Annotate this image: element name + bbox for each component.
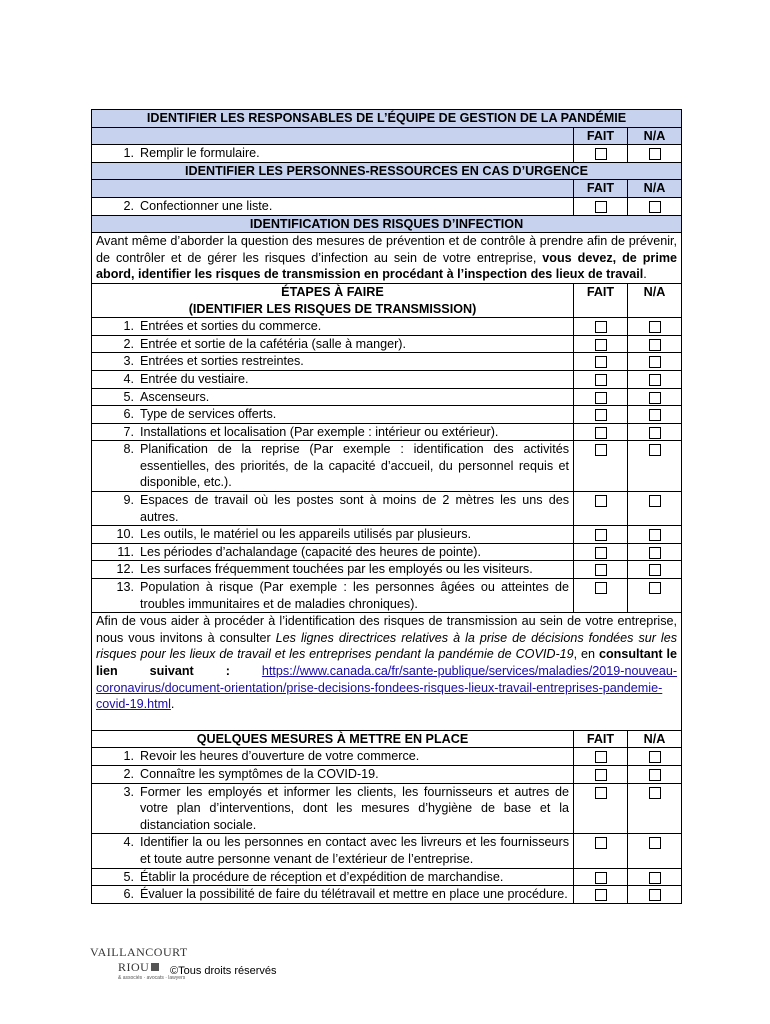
fait-checkbox[interactable] [595, 529, 607, 541]
fait-checkbox[interactable] [595, 769, 607, 781]
na-checkbox[interactable] [649, 872, 661, 884]
steps-subtitle: (IDENTIFIER LES RISQUES DE TRANSMISSION) [188, 301, 477, 316]
na-checkbox[interactable] [649, 547, 661, 559]
item-number: 2. [123, 198, 134, 213]
item-number: 4. [123, 371, 134, 386]
na-checkbox[interactable] [649, 339, 661, 351]
na-checkbox[interactable] [649, 356, 661, 368]
fait-checkbox[interactable] [595, 444, 607, 456]
item-text: Les outils, le matériel ou les appareils utilisés par plusieurs. [140, 527, 472, 542]
fait-checkbox[interactable] [595, 427, 607, 439]
na-checkbox[interactable] [649, 751, 661, 763]
checklist-item-row [92, 335, 682, 353]
logo-mark-icon [151, 963, 159, 971]
item-number: 1. [123, 749, 134, 764]
section-2-item-row [92, 197, 682, 215]
na-checkbox[interactable] [649, 409, 661, 421]
na-checkbox[interactable] [649, 374, 661, 386]
fait-checkbox[interactable] [595, 582, 607, 594]
section-2-title: IDENTIFIER LES PERSONNES-RESSOURCES EN CAS D’URGENCE [92, 162, 682, 180]
checklist-item-row [92, 868, 682, 886]
checklist-item-row [92, 561, 682, 579]
na-column-header: N/A [628, 283, 682, 317]
na-checkbox[interactable] [649, 769, 661, 781]
checklist-item-row [92, 543, 682, 561]
section-4-header [92, 730, 682, 748]
item-text: Espaces de travail où les postes sont à moins de 2 mètres les uns des autres. [140, 493, 569, 524]
checklist-item-row [92, 579, 682, 613]
item-text: Remplir le formulaire. [140, 146, 260, 161]
item-number: 9. [123, 493, 134, 508]
fait-column-header: FAIT [574, 283, 628, 317]
item-number: 2. [123, 336, 134, 351]
fait-checkbox[interactable] [595, 201, 607, 213]
na-checkbox[interactable] [649, 787, 661, 799]
fait-column-header: FAIT [574, 127, 628, 145]
na-checkbox[interactable] [649, 427, 661, 439]
checklist-document [91, 109, 681, 904]
item-text: Les surfaces fréquemment touchées par les employés ou les visiteurs. [140, 562, 533, 577]
fait-checkbox[interactable] [595, 751, 607, 763]
checklist-item-row [92, 353, 682, 371]
item-text: Établir la procédure de réception et d’expédition de marchandise. [140, 869, 504, 884]
checklist-item-row [92, 370, 682, 388]
item-number: 13. [116, 580, 134, 595]
section-3-intro: Avant même d’aborder la question des mesures de prévention et de contrôle à prendre afin de prévenir, de contrôler et de gérer les risques d’infection au sein de votre entreprise, vous devez, de prime abord, identifier les risques de transmission en procédant à l’inspection des lieux de travail. [92, 233, 682, 284]
item-number: 1. [123, 319, 134, 334]
na-checkbox[interactable] [649, 529, 661, 541]
item-text: Ascenseurs. [140, 389, 210, 404]
item-text: Évaluer la possibilité de faire du télétravail et mettre en place une procédure. [140, 887, 568, 902]
footer [90, 945, 277, 981]
section-1-item-row [92, 145, 682, 163]
section-3-intro-row [92, 233, 682, 284]
na-checkbox[interactable] [649, 148, 661, 160]
item-number: 10. [116, 527, 134, 542]
na-column-header: N/A [628, 180, 682, 198]
na-checkbox[interactable] [649, 392, 661, 404]
checklist-item-row [92, 423, 682, 441]
fait-checkbox[interactable] [595, 495, 607, 507]
item-text: Planification de la reprise (Par exemple : identification des activités essentielles, des priorités, de la capacité d’accueil, du personnel requis et disponible, etc.). [140, 442, 569, 490]
fait-checkbox[interactable] [595, 564, 607, 576]
na-column-header: N/A [628, 730, 682, 748]
fait-checkbox[interactable] [595, 872, 607, 884]
steps-title: ÉTAPES À FAIRE [281, 284, 384, 299]
section-4-title: QUELQUES MESURES À METTRE EN PLACE [92, 730, 574, 748]
checklist-item-row [92, 748, 682, 766]
item-text: Former les employés et informer les clients, les fournisseurs et autres de votre plan d’interventions, dont les mesures d’hygiène de base et la distanciation sociale. [140, 784, 569, 832]
checklist-item-row [92, 406, 682, 424]
item-text: Type de services offerts. [140, 407, 277, 422]
na-checkbox[interactable] [649, 837, 661, 849]
item-text: Confectionner une liste. [140, 198, 273, 213]
item-text: Connaître les symptômes de la COVID-19. [140, 766, 379, 781]
section-3-outro-row [92, 613, 682, 731]
item-number: 1. [123, 146, 134, 161]
na-checkbox[interactable] [649, 495, 661, 507]
fait-checkbox[interactable] [595, 356, 607, 368]
na-column-header: N/A [628, 127, 682, 145]
fait-checkbox[interactable] [595, 409, 607, 421]
item-number: 2. [123, 766, 134, 781]
fait-checkbox[interactable] [595, 148, 607, 160]
checklist-item-row [92, 441, 682, 492]
fait-checkbox[interactable] [595, 392, 607, 404]
fait-checkbox[interactable] [595, 321, 607, 333]
item-number: 5. [123, 869, 134, 884]
item-text: Identifier la ou les personnes en contact avec les livreurs et les fournisseurs et toute autre personne venant de l’extérieur de l’entreprise. [140, 835, 569, 866]
section-3-title: IDENTIFICATION DES RISQUES D’INFECTION [92, 215, 682, 233]
item-number: 8. [123, 442, 134, 457]
checklist-item-row [92, 765, 682, 783]
fait-column-header: FAIT [574, 730, 628, 748]
fait-checkbox[interactable] [595, 787, 607, 799]
item-text: Installations et localisation (Par exemple : intérieur ou extérieur). [140, 424, 499, 439]
checklist-item-row [92, 886, 682, 904]
section-1-columns [92, 127, 682, 145]
item-number: 6. [123, 887, 134, 902]
item-number: 4. [123, 835, 134, 850]
section-2-columns [92, 180, 682, 198]
fait-checkbox[interactable] [595, 889, 607, 901]
item-text: Revoir les heures d’ouverture de votre commerce. [140, 749, 420, 764]
fait-checkbox[interactable] [595, 374, 607, 386]
item-text: Entrée du vestiaire. [140, 371, 249, 386]
fait-column-header: FAIT [574, 180, 628, 198]
section-3-header [92, 215, 682, 233]
fait-checkbox[interactable] [595, 547, 607, 559]
item-number: 3. [123, 354, 134, 369]
na-checkbox[interactable] [649, 564, 661, 576]
item-text: Entrées et sorties du commerce. [140, 319, 322, 334]
item-text: Population à risque (Par exemple : les personnes âgées ou atteintes de troubles immunitaires et de maladies chroniques). [140, 580, 569, 611]
section-3-outro: Afin de vous aider à procéder à l’identification des risques de transmission au sein de votre entreprise, nous vous invitons à consulter Les lignes directrices relatives à la prise de décisions fondées sur les risques pour les lieux de travail et les entreprises pendant la pandémie de COVID-19, en consultant le lien suivant : https://www.canada.ca/fr/sante-publique/services/maladies/2019-nouveau-coronavirus/document-orientation/prise-decisions-fondees-risques-lieux-travail-entreprises-pandemie-covid-19.html. [92, 613, 682, 731]
checklist-item-row [92, 492, 682, 526]
checklist-item-row [92, 318, 682, 336]
na-checkbox[interactable] [649, 201, 661, 213]
na-checkbox[interactable] [649, 582, 661, 594]
item-number: 7. [123, 424, 134, 439]
item-number: 5. [123, 389, 134, 404]
item-text: Entrée et sortie de la cafétéria (salle à manger). [140, 336, 406, 351]
checklist-item-row [92, 783, 682, 834]
checklist-table [91, 109, 682, 904]
item-text: Les périodes d’achalandage (capacité des heures de pointe). [140, 544, 481, 559]
item-number: 11. [117, 544, 134, 559]
copyright-text: ©Tous droits réservés [170, 965, 277, 977]
item-number: 12. [116, 562, 134, 577]
guidelines-link[interactable]: https://www.canada.ca/fr/sante-publique/services/maladies/2019-nouveau-coronavirus/document-orientation/prise-decisions-fondees-risques-lieux-travail-entreprises-pandemie-covid-19.html [96, 664, 678, 712]
na-checkbox[interactable] [649, 321, 661, 333]
item-text: Entrées et sorties restreintes. [140, 354, 304, 369]
section-3-steps-header [92, 283, 682, 317]
fait-checkbox[interactable] [595, 837, 607, 849]
section-1-title: IDENTIFIER LES RESPONSABLES DE L’ÉQUIPE DE GESTION DE LA PANDÉMIE [92, 110, 682, 128]
item-number: 3. [123, 784, 134, 799]
company-logo: VAILLANCOURT RIOU & associés · avocats · lawyers [90, 945, 188, 981]
section-1-header [92, 110, 682, 128]
checklist-item-row [92, 834, 682, 868]
checklist-item-row [92, 388, 682, 406]
item-number: 6. [123, 407, 134, 422]
na-checkbox[interactable] [649, 444, 661, 456]
checklist-item-row [92, 526, 682, 544]
fait-checkbox[interactable] [595, 339, 607, 351]
section-2-header [92, 162, 682, 180]
na-checkbox[interactable] [649, 889, 661, 901]
